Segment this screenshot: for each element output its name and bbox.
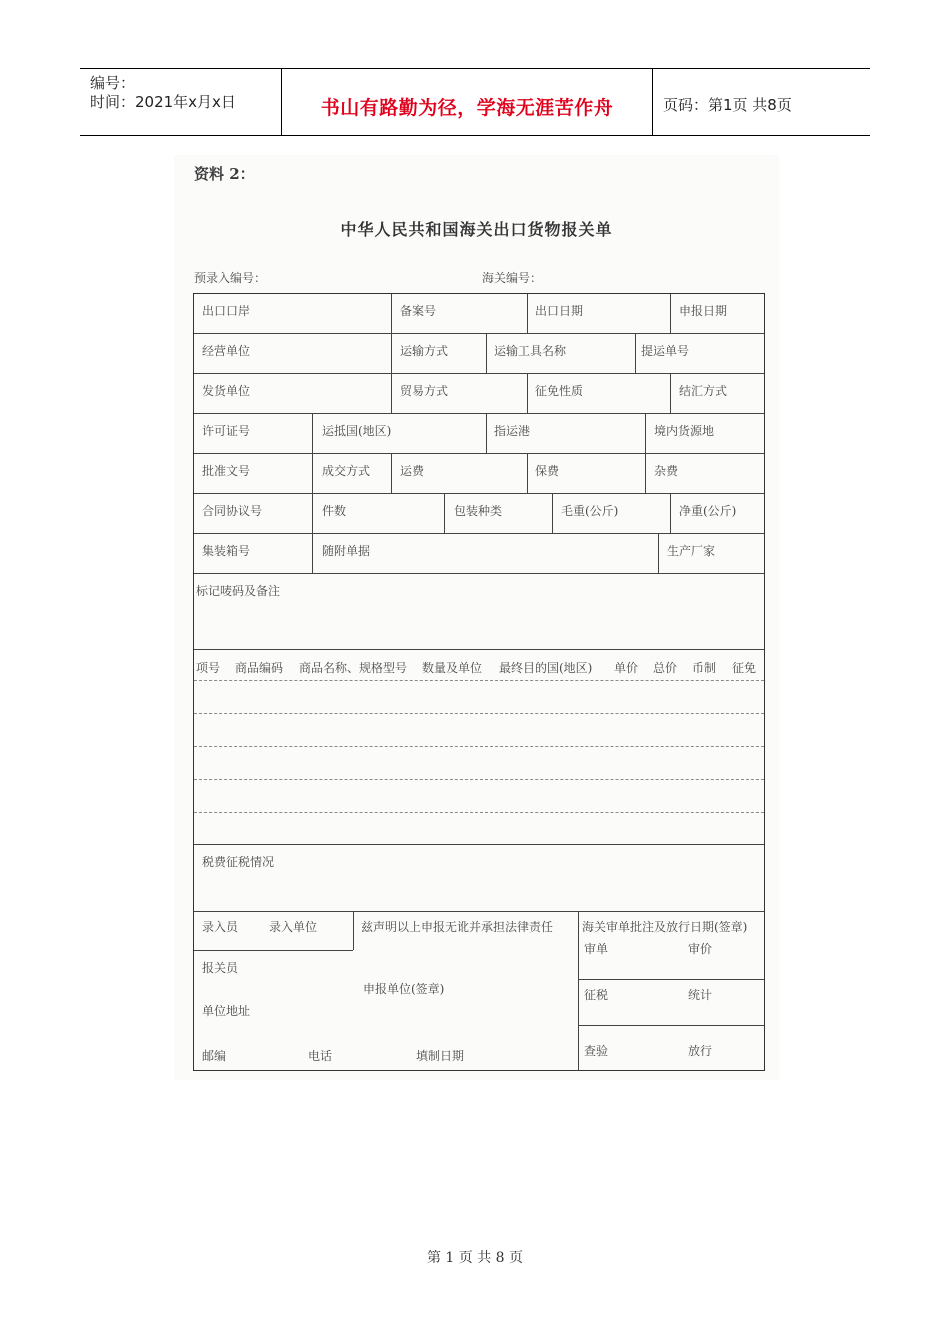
page-header: [80, 68, 870, 136]
time-label: 时间：2021年x月x日: [90, 93, 236, 111]
field-settlement-mode: 结汇方式: [679, 384, 728, 398]
field-license-no: 许可证号: [202, 424, 251, 438]
col-divider: [645, 453, 646, 493]
scanned-declaration-form: [174, 155, 779, 1080]
row-divider: [578, 979, 764, 980]
row-divider: [194, 649, 764, 650]
header-meta-cell: [80, 69, 282, 135]
field-export-date: 出口日期: [535, 304, 584, 318]
field-marks-remarks: 标记唛码及备注: [196, 584, 281, 598]
motto: 书山有路勤为径，学海无涯苦作舟: [320, 97, 614, 119]
col-divider: [391, 294, 392, 333]
row-divider: [194, 493, 764, 494]
col-commodity-name: 商品名称、规格型号: [299, 661, 408, 675]
header-motto-cell: [282, 69, 653, 135]
field-review: 审单: [584, 942, 609, 956]
field-container-no: 集装箱号: [202, 544, 251, 558]
field-gross-weight: 毛重(公斤): [561, 504, 619, 518]
row-divider: [194, 333, 764, 334]
field-trade-mode: 贸易方式: [400, 384, 449, 398]
field-declarant: 报关员: [202, 961, 239, 975]
page-footer: 第 1 页 共 8 页: [426, 1250, 524, 1266]
field-release: 放行: [688, 1044, 713, 1058]
col-total-price: 总价: [653, 661, 678, 675]
col-divider: [645, 413, 646, 453]
col-divider: [670, 493, 671, 533]
field-levy: 征税: [584, 988, 609, 1002]
col-divider: [312, 453, 313, 493]
col-divider: [486, 333, 487, 373]
field-record-no: 备案号: [400, 304, 437, 318]
item-row-divider: [194, 713, 764, 714]
row-divider: [194, 950, 353, 951]
row-divider: [194, 413, 764, 414]
field-approval-no: 批准文号: [202, 464, 251, 478]
field-freight: 运费: [400, 464, 425, 478]
field-deal-mode: 成交方式: [322, 464, 371, 478]
col-divider: [312, 493, 313, 533]
declaration-statement: 兹声明以上申报无讹并承担法律责任: [361, 920, 554, 934]
field-fill-date: 填制日期: [416, 1049, 465, 1063]
col-divider: [486, 413, 487, 453]
col-divider: [391, 453, 392, 493]
item-row-divider: [194, 812, 764, 813]
field-entry-unit: 录入单位: [269, 920, 318, 934]
form-table: [193, 293, 765, 1071]
row-divider: [194, 573, 764, 574]
field-export-port: 出口口岸: [202, 304, 251, 318]
field-postcode: 邮编: [202, 1049, 227, 1063]
field-tax-status: 税费征税情况: [202, 855, 275, 869]
col-exemption: 征免: [732, 661, 757, 675]
field-net-weight: 净重(公斤): [679, 504, 737, 518]
item-row-divider: [194, 746, 764, 747]
col-divider: [527, 453, 528, 493]
col-commodity-code: 商品编码: [235, 661, 284, 675]
col-divider: [527, 294, 528, 333]
row-divider: [578, 1025, 764, 1026]
field-destination-port: 指运港: [494, 424, 531, 438]
field-transport-mode: 运输方式: [400, 344, 449, 358]
field-declare-date: 申报日期: [679, 304, 728, 318]
row-divider: [194, 844, 764, 845]
row-divider: [194, 533, 764, 534]
header-page-cell: [653, 69, 870, 135]
col-final-destination: 最终目的国(地区): [499, 661, 593, 675]
row-divider: [194, 373, 764, 374]
col-divider: [552, 493, 553, 533]
field-contract-no: 合同协议号: [202, 504, 263, 518]
field-operating-unit: 经营单位: [202, 344, 251, 358]
field-inspection: 查验: [584, 1044, 609, 1058]
pre-entry-number-label: 预录入编号：: [194, 271, 267, 285]
field-consignor: 发货单位: [202, 384, 251, 398]
col-divider: [578, 911, 579, 1071]
col-divider: [635, 333, 636, 373]
field-insurance: 保费: [535, 464, 560, 478]
field-unit-address: 单位地址: [202, 1004, 251, 1018]
field-package-type: 包装种类: [454, 504, 503, 518]
field-destination-country: 运抵国(地区): [322, 424, 392, 438]
col-currency: 币制: [692, 661, 717, 675]
col-divider: [391, 333, 392, 373]
field-statistics: 统计: [688, 988, 713, 1002]
field-misc-fee: 杂费: [654, 464, 679, 478]
field-vehicle-name: 运输工具名称: [494, 344, 567, 358]
item-row-divider: [194, 680, 764, 681]
col-unit-price: 单价: [614, 661, 639, 675]
section-label: 资料 2：: [194, 165, 255, 183]
col-divider: [353, 911, 354, 950]
field-exemption-nature: 征免性质: [535, 384, 584, 398]
row-divider: [194, 453, 764, 454]
field-entry-clerk: 录入员: [202, 920, 239, 934]
col-divider: [527, 373, 528, 413]
field-manufacturer: 生产厂家: [667, 544, 716, 558]
item-row-divider: [194, 779, 764, 780]
number-label: 编号：: [90, 74, 136, 92]
col-item-no: 项号: [196, 661, 221, 675]
field-declaring-unit: 申报单位(签章): [363, 982, 445, 996]
field-pieces: 件数: [322, 504, 347, 518]
col-divider: [312, 533, 313, 573]
field-domestic-source: 境内货源地: [654, 424, 715, 438]
customs-number-label: 海关编号：: [482, 271, 543, 285]
row-divider: [194, 911, 764, 912]
form-title: 中华人民共和国海关出口货物报关单: [340, 220, 613, 239]
col-divider: [670, 294, 671, 333]
customs-approval-title: 海关审单批注及放行日期(签章): [582, 920, 748, 934]
col-divider: [658, 533, 659, 573]
field-price-review: 审价: [688, 942, 713, 956]
col-divider: [312, 413, 313, 453]
col-divider: [444, 493, 445, 533]
field-phone: 电话: [308, 1049, 333, 1063]
col-divider: [670, 373, 671, 413]
field-bill-of-lading: 提运单号: [641, 344, 690, 358]
field-attached-docs: 随附单据: [322, 544, 371, 558]
page-number: 页码：第1页 共8页: [663, 96, 792, 114]
col-quantity-unit: 数量及单位: [422, 661, 483, 675]
col-divider: [391, 373, 392, 413]
